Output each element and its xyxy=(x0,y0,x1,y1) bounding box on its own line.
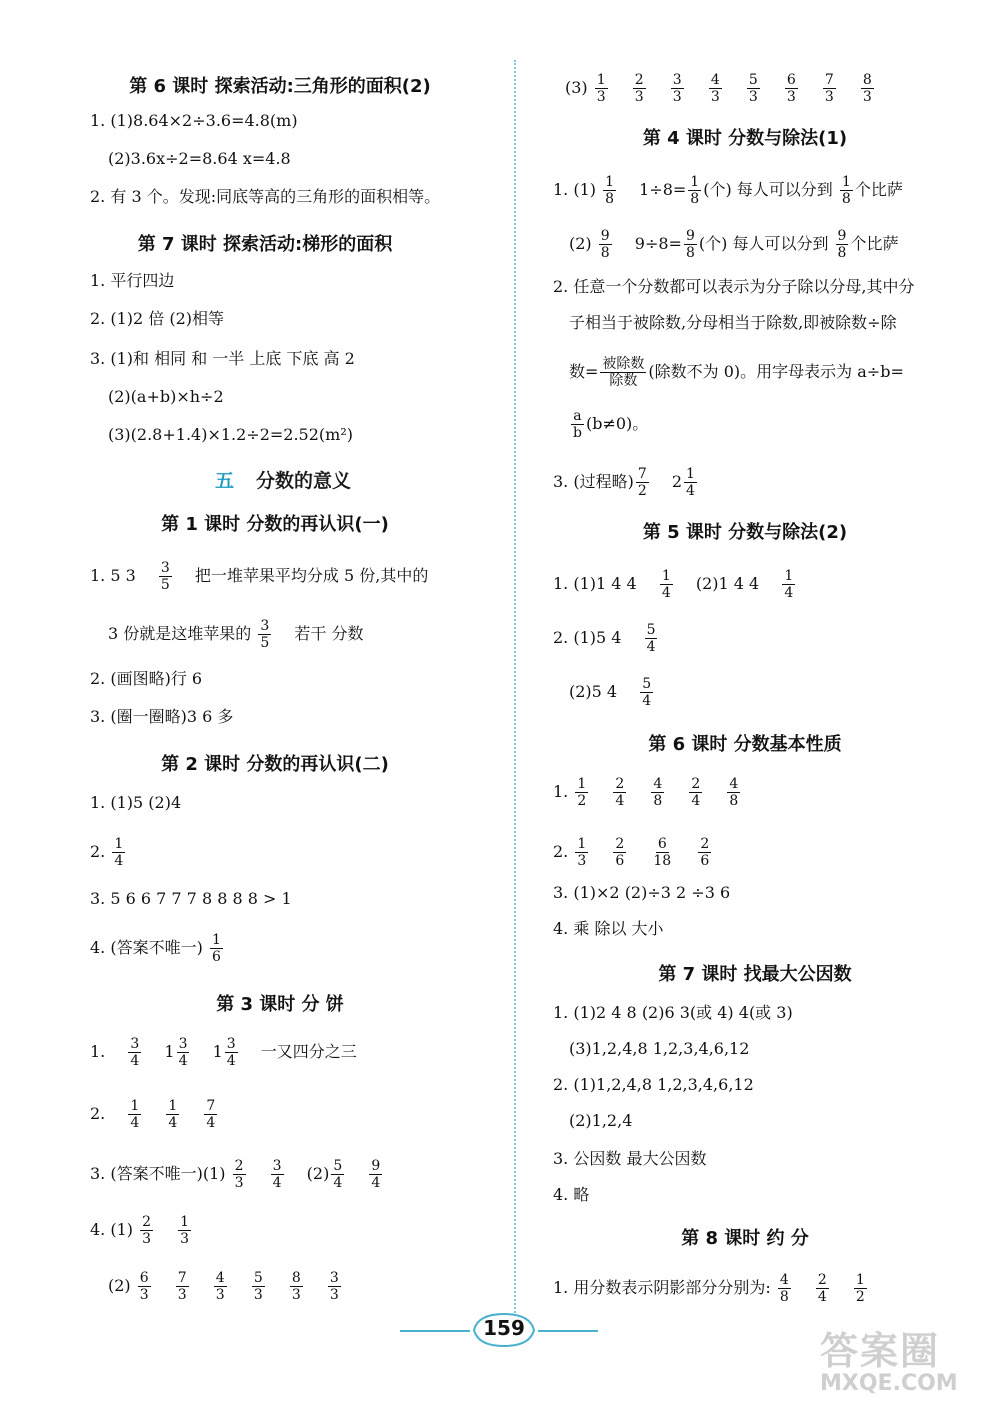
fraction: $\frac{9}{8}$ xyxy=(837,228,847,261)
lesson-title: 第 8 课时 约 分 xyxy=(681,1228,809,1249)
answer-line: (2) $\frac{9}{8}$ 9÷8= $\frac{9}{8}$ (个) 每人可以分到 $\frac{9}{8}$ 个比萨 xyxy=(569,228,899,261)
answer-line: (2)3.6x÷2=8.64 x=4.8 xyxy=(108,149,291,168)
answer-line: 4. (答案不唯一) $\frac{1}{6}$ xyxy=(90,932,221,965)
fraction: $\frac{1}{2}$ xyxy=(577,776,587,809)
fraction: $\frac{3}{4}$ xyxy=(178,1036,188,1069)
lesson-title: 第 3 课时 分 饼 xyxy=(216,994,344,1015)
lesson-title: 第 6 课时 探索活动:三角形的面积(2) xyxy=(129,76,431,97)
fraction: $\frac{4}{3}$ xyxy=(710,72,720,105)
fraction: $\frac{6}{3}$ xyxy=(786,72,796,105)
answer-line: 3. 5 6 6 7 7 7 8 8 8 8 > 1 xyxy=(90,889,292,908)
fraction: $\frac{4}{8}$ xyxy=(653,776,663,809)
unit-title: 分数的意义 xyxy=(256,470,352,492)
answer-line: (3)(2.8+1.4)×1.2÷2=2.52(m²) xyxy=(108,425,353,444)
answer-line: 2. 有 3 个。发现:同底等高的三角形的面积相等。 xyxy=(90,187,441,206)
fraction: $\frac{5}{4}$ xyxy=(642,676,652,709)
fraction: $\frac{7}{3}$ xyxy=(824,72,834,105)
answer-line: 1. 用分数表示阴影部分分别为: $\frac{4}{8}$ $\frac{2}{4}$ $\frac{1}{2}$ xyxy=(553,1272,865,1305)
fraction: $\frac{1}{3}$ xyxy=(180,1214,190,1247)
answer-line: 1. 5 3 $\frac{3}{5}$ 把一堆苹果平均分成 5 份,其中的 xyxy=(90,560,429,593)
lesson-title: 第 7 课时 探索活动:梯形的面积 xyxy=(137,234,393,255)
fraction: $\frac{3}{5}$ xyxy=(260,618,270,651)
fraction: $\frac{1}{8}$ xyxy=(841,174,851,207)
answer-line: (2)(a+b)×h÷2 xyxy=(108,387,224,406)
fraction: $\frac{3}{3}$ xyxy=(672,72,682,105)
fraction: $\frac{5}{3}$ xyxy=(253,1270,263,1303)
answer-line: (3)1,2,4,8 1,2,3,4,6,12 xyxy=(569,1039,750,1058)
unit-number: 五 xyxy=(215,470,235,492)
lesson-title: 第 1 课时 分数的再认识(一) xyxy=(161,514,389,535)
answer-line: 1. (1)2 4 8 (2)6 3(或 4) 4(或 3) xyxy=(553,1003,793,1022)
answer-line: 2. (画图略)行 6 xyxy=(90,669,203,688)
answer-line: 1. (1)5 (2)4 xyxy=(90,793,182,812)
fraction: $\frac{2}{4}$ xyxy=(615,776,625,809)
fraction: $\frac{5}{4}$ xyxy=(646,622,656,655)
fraction: $\frac{6}{3}$ xyxy=(139,1270,149,1303)
fraction: $\frac{2}{3}$ xyxy=(634,72,644,105)
answer-line: 4. 乘 除以 大小 xyxy=(553,919,664,938)
fraction: 被除数 除数 xyxy=(602,356,645,389)
fraction: $\frac{4}{8}$ xyxy=(729,776,739,809)
answer-line: 子相当于被除数,分母相当于除数,即被除数÷除 xyxy=(569,313,897,332)
fraction: $\frac{3}{4}$ xyxy=(226,1036,236,1069)
answer-line: 4. (1) $\frac{2}{3}$ $\frac{1}{3}$ xyxy=(90,1214,190,1247)
fraction: $\frac{1}{4}$ xyxy=(661,568,671,601)
fraction: $\frac{8}{3}$ xyxy=(291,1270,301,1303)
answer-line: (3) $\frac{1}{3}$ $\frac{2}{3}$ $\frac{3}{3}$ $\frac{4}{3}$ $\frac{5}{3}$ $\frac{6}{3}$ $\frac{7}{3}$ $\frac{8}{3}$ xyxy=(565,72,872,105)
fraction: $\frac{2}{6}$ xyxy=(615,836,625,869)
answer-line: 2. $\frac{1}{4}$ $\frac{1}{4}$ $\frac{7}{4}$ xyxy=(90,1098,216,1131)
fraction: $\frac{7}{4}$ xyxy=(206,1098,216,1131)
fraction: $\frac{2}{4}$ xyxy=(691,776,701,809)
answer-line: 2. (1)2 倍 (2)相等 xyxy=(90,309,225,328)
fraction: $\frac{3}{5}$ xyxy=(160,560,170,593)
answer-line: 3 份就是这堆苹果的 $\frac{3}{5}$ 若干 分数 xyxy=(108,618,364,651)
answer-line: 1. (1) $\frac{1}{8}$ 1÷8= $\frac{1}{8}$ (个) 每人可以分到 $\frac{1}{8}$ 个比萨 xyxy=(553,174,903,207)
footer-rule-left xyxy=(400,1330,470,1332)
fraction: $\frac{9}{8}$ xyxy=(685,228,695,261)
fraction: $\frac{6}{18}$ xyxy=(653,836,672,869)
fraction: $\frac{1}{2}$ xyxy=(855,1272,865,1305)
answer-line: (2) $\frac{6}{3}$ $\frac{7}{3}$ $\frac{4}{3}$ $\frac{5}{3}$ $\frac{8}{3}$ $\frac{3}{3}$ xyxy=(108,1270,339,1303)
fraction: $\frac{1}{4}$ xyxy=(168,1098,178,1131)
fraction: $\frac{1}{6}$ xyxy=(211,932,221,965)
column-divider xyxy=(514,60,516,1320)
answer-line: 3. 公因数 最大公因数 xyxy=(553,1149,707,1168)
answer-line: 4. 略 xyxy=(553,1185,590,1204)
fraction: $\frac{4}{3}$ xyxy=(215,1270,225,1303)
fraction: $\frac{2}{3}$ xyxy=(234,1158,244,1191)
answer-line: 数= 被除数 除数 (除数不为 0)。用字母表示为 a÷b= xyxy=(569,356,904,389)
fraction: $\frac{1}{3}$ xyxy=(596,72,606,105)
answer-line: 3. (1)和 相同 和 一半 上底 下底 高 2 xyxy=(90,349,355,368)
answer-line: 1. $\frac{1}{2}$ $\frac{2}{4}$ $\frac{4}{8}$ $\frac{2}{4}$ $\frac{4}{8}$ xyxy=(553,776,739,809)
answer-line: 2. $\frac{1}{3}$ $\frac{2}{6}$ $\frac{6}{18}$ $\frac{2}{6}$ xyxy=(553,836,710,869)
fraction: $\frac{7}{3}$ xyxy=(177,1270,187,1303)
fraction: $\frac{5}{4}$ xyxy=(333,1158,343,1191)
fraction: $\frac{3}{4}$ xyxy=(130,1036,140,1069)
answer-line: 2. (1)5 4 $\frac{5}{4}$ xyxy=(553,622,656,655)
fraction: $\frac{9}{8}$ xyxy=(600,228,610,261)
watermark-logo-text: 答案圈 xyxy=(820,1329,941,1373)
fraction: $\frac{1}{3}$ xyxy=(577,836,587,869)
fraction: $\frac{4}{8}$ xyxy=(779,1272,789,1305)
footer-rule-right xyxy=(538,1330,598,1332)
answer-line: (2)1,2,4 xyxy=(569,1111,633,1130)
fraction: $\frac{1}{4}$ xyxy=(686,466,695,499)
fraction: $\frac{7}{2}$ xyxy=(637,466,647,499)
answer-line: 1. $\frac{3}{4}$ 1 $\frac{3}{4}$ 1 $\frac{3}{4}$ 一又四分之三 xyxy=(90,1036,357,1069)
lesson-title: 第 4 课时 分数与除法(1) xyxy=(642,128,848,149)
answer-line: 2. 任意一个分数都可以表示为分子除以分母,其中分 xyxy=(553,277,915,296)
answer-line: 3. (过程略) $\frac{7}{2}$ 2 $\frac{1}{4}$ xyxy=(553,466,695,499)
lesson-title: 第 6 课时 分数基本性质 xyxy=(648,734,842,755)
fraction: $\frac{1}{4}$ xyxy=(114,836,124,869)
fraction: $\frac{1}{4}$ xyxy=(130,1098,140,1131)
answer-line: 1. (1)8.64×2÷3.6=4.8(m) xyxy=(90,111,298,130)
fraction: $\frac{5}{3}$ xyxy=(748,72,758,105)
fraction: $\frac{1}{4}$ xyxy=(784,568,794,601)
lesson-title: 第 5 课时 分数与除法(2) xyxy=(642,522,848,543)
fraction: $\frac{1}{8}$ xyxy=(605,174,615,207)
fraction: $\frac{9}{4}$ xyxy=(371,1158,381,1191)
answer-line: (2)5 4 $\frac{5}{4}$ xyxy=(569,676,652,709)
fraction: $\frac{8}{3}$ xyxy=(862,72,872,105)
answer-line: 1. 平行四边 xyxy=(90,271,175,290)
answer-line: 2. (1)1,2,4,8 1,2,3,4,6,12 xyxy=(553,1075,754,1094)
watermark-url: MXQE.COM xyxy=(820,1371,958,1396)
lesson-title: 第 2 课时 分数的再认识(二) xyxy=(161,754,389,775)
answer-line: 1. (1)1 4 4 $\frac{1}{4}$ (2)1 4 4 $\frac{1}{4}$ xyxy=(553,568,794,601)
fraction: $\frac{2}{3}$ xyxy=(142,1214,152,1247)
answer-line: 2. $\frac{1}{4}$ xyxy=(90,836,124,869)
answer-line: 3. (1)×2 (2)÷3 2 ÷3 6 xyxy=(553,883,731,902)
watermark xyxy=(820,1320,995,1400)
fraction: $\frac{1}{8}$ xyxy=(690,174,700,207)
answer-line: 3. (答案不唯一)(1) $\frac{2}{3}$ $\frac{3}{4}$ (2) $\frac{5}{4}$ $\frac{9}{4}$ xyxy=(90,1158,381,1191)
fraction: $\frac{3}{3}$ xyxy=(329,1270,339,1303)
lesson-title: 第 7 课时 找最大公因数 xyxy=(658,964,852,985)
answer-line: 3. (圈一圈略)3 6 多 xyxy=(90,707,234,726)
fraction: $\frac{a}{b}$ xyxy=(573,408,582,441)
unit-heading xyxy=(215,466,351,493)
page-number: 159 xyxy=(483,1316,525,1340)
fraction: $\frac{2}{6}$ xyxy=(700,836,710,869)
fraction: $\frac{2}{4}$ xyxy=(817,1272,827,1305)
answer-line: $\frac{a}{b}$ (b≠0)。 xyxy=(573,408,649,441)
fraction: $\frac{3}{4}$ xyxy=(272,1158,282,1191)
